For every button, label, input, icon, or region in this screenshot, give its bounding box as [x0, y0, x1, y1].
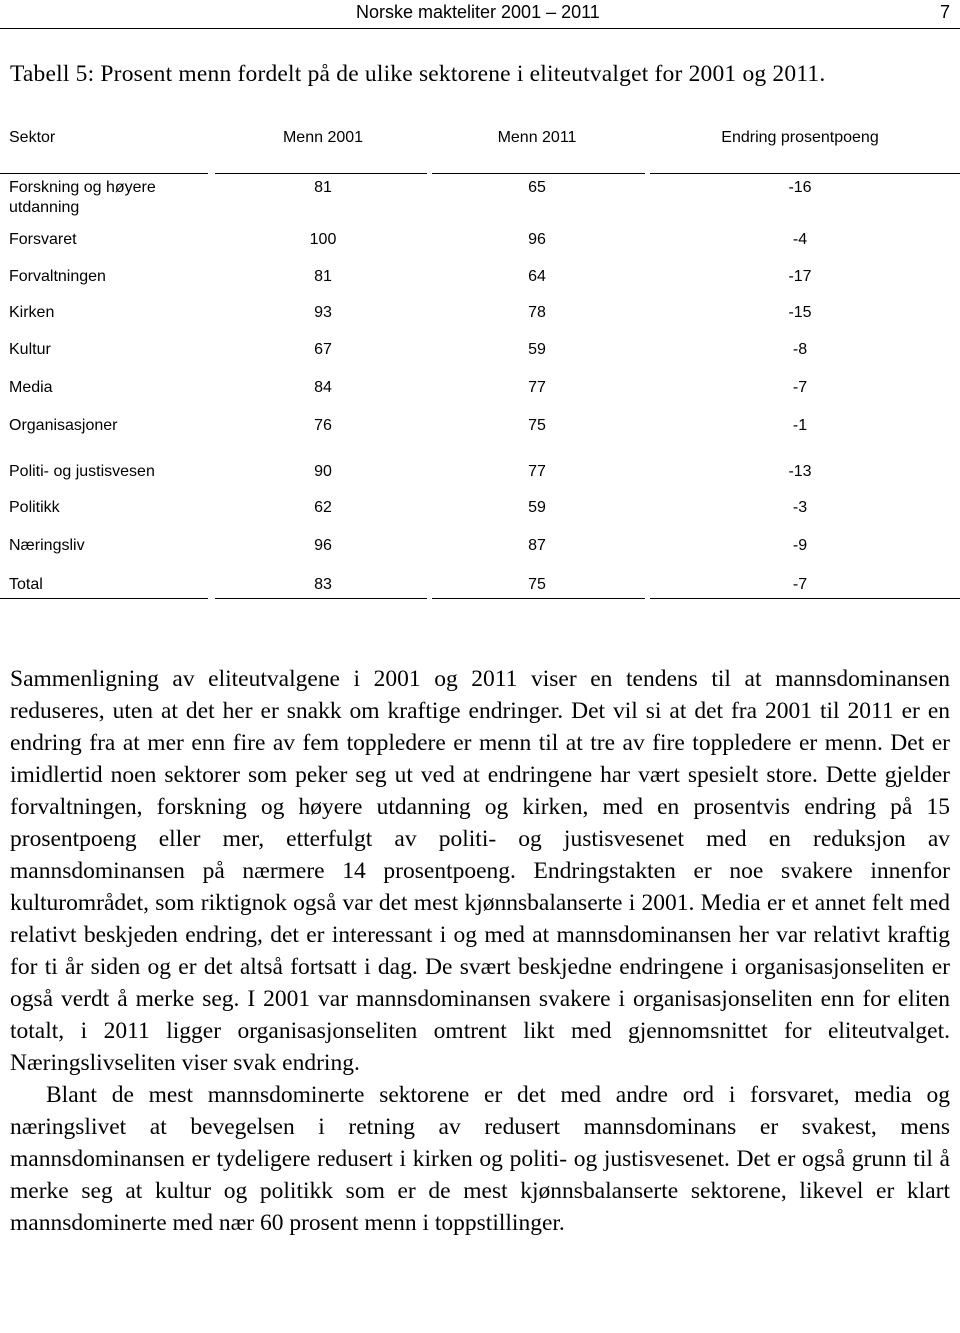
cell-endring: -1: [792, 417, 808, 434]
cell-endring: -7: [792, 379, 808, 396]
cell-menn-2011: 77: [528, 463, 546, 480]
cell-menn-2011: 96: [528, 231, 546, 248]
table-rule: [432, 598, 645, 599]
cell-endring: -13: [788, 463, 812, 480]
cell-sektor: Media: [9, 379, 53, 396]
running-header: [0, 0, 960, 29]
cell-menn-2011: 59: [528, 341, 546, 358]
cell-menn-2011: 65: [528, 179, 546, 196]
cell-endring: -4: [792, 231, 808, 248]
table-caption: Tabell 5: Prosent menn fordelt på de ulike sektorene i eliteutvalget for 2001 og 2011.: [10, 61, 826, 87]
table-rule: [215, 598, 427, 599]
page-number: 7: [939, 2, 950, 22]
cell-sektor: Forskning og høyere utdanning: [9, 179, 156, 216]
cell-sektor: Politi- og justisvesen: [9, 463, 155, 480]
cell-sektor: Forsvaret: [9, 231, 77, 248]
column-header-sektor: Sektor: [9, 129, 56, 146]
column-header-menn-2001: Menn 2001: [282, 129, 364, 146]
column-header-menn-2011: Menn 2011: [497, 129, 577, 146]
table-rule: [215, 173, 427, 174]
cell-menn-2011: 64: [528, 268, 546, 285]
running-title: Norske makteliter 2001 – 2011: [356, 2, 600, 22]
table-rule: [0, 173, 208, 174]
cell-menn-2001: 81: [314, 179, 332, 196]
cell-menn-2001: 76: [314, 417, 332, 434]
cell-menn-2001: 84: [314, 379, 332, 396]
cell-sektor: Kirken: [9, 304, 55, 321]
paragraph: Blant de mest mannsdominerte sektorene er det med andre ord i forsvaret, media og næringslivet at bevegelsen i retning av redusert mannsdominans er svakest, mens mannsdominansen er tydeligere redusert i kirken og politi- og justisvesenet. Det er også grunn til å merke seg at kultur og politikk som er de mest kjønnsbalanserte sektorene, likevel er klart mannsdominerte med nær 60 prosent menn i toppstillinger.: [10, 1082, 950, 1236]
paragraph: Sammenligning av eliteutvalgene i 2001 og 2011 viser en tendens til at mannsdominansen reduseres, uten at det her er snakk om kraftige endringer. Det vil si at det fra 2001 til 2011 er en endring fra at mer enn fire av fem toppledere er menn til at tre av fire toppledere er menn. Det er imidlertid noen sektorer som peker seg ut ved at endringene har vært spesielt store. Dette gjelder forvaltningen, forskning og høyere utdanning og kirken, med en prosentvis endring på 15 prosentpoeng eller mer, etterfulgt av politi- og justisvesenet med en reduksjon av mannsdominansen på nærmere 14 prosentpoeng. Endringstakten er noe svakere innenfor kulturområdet, som riktignok også var det mest kjønnsbalanserte i 2001. Media er et annet felt med relativt beskjeden endring, det er interessant i og med at mannsdominansen her var relativt kraftig for ti år siden og er det altså fortsatt i dag. De svært beskjedne endringene i organisasjonseliten er også verdt å merke seg. I 2001 var mannsdominansen svakere i organisasjonseliten enn for eliten totalt, i 2011 ligger organisasjonseliten omtrent likt med gjennomsnittet for eliteutvalget. Næringslivseliten viser svak endring.: [10, 666, 950, 1076]
cell-sektor: Politikk: [9, 499, 60, 516]
cell-menn-2001: 83: [314, 576, 332, 593]
cell-sektor: Organisasjoner: [9, 417, 118, 434]
cell-sektor: Forvaltningen: [9, 268, 106, 285]
cell-menn-2011: 75: [528, 576, 546, 593]
cell-menn-2001: 62: [314, 499, 332, 516]
table-rule: [650, 598, 960, 599]
cell-menn-2001: 81: [314, 268, 332, 285]
cell-endring: -15: [788, 304, 812, 321]
body-text: [10, 663, 950, 1239]
cell-menn-2001: 96: [314, 537, 332, 554]
cell-endring: -8: [792, 341, 808, 358]
cell-menn-2011: 59: [528, 499, 546, 516]
table-rule: [432, 173, 645, 174]
cell-menn-2001: 67: [314, 341, 332, 358]
cell-menn-2001: 100: [309, 231, 337, 248]
column-header-endring: Endring prosentpoeng: [721, 129, 879, 146]
cell-sektor: Kultur: [9, 341, 51, 358]
cell-menn-2011: 78: [528, 304, 546, 321]
cell-sektor: Total: [9, 576, 43, 593]
cell-endring: -7: [792, 576, 808, 593]
table-rule: [0, 598, 208, 599]
cell-menn-2001: 93: [314, 304, 332, 321]
cell-sektor: Næringsliv: [9, 537, 85, 554]
cell-menn-2001: 90: [314, 463, 332, 480]
cell-menn-2011: 77: [528, 379, 546, 396]
cell-endring: -17: [788, 268, 812, 285]
cell-menn-2011: 87: [528, 537, 546, 554]
cell-endring: -9: [792, 537, 808, 554]
table-rule: [650, 173, 960, 174]
cell-endring: -3: [792, 499, 808, 516]
cell-menn-2011: 75: [528, 417, 546, 434]
cell-endring: -16: [788, 179, 812, 196]
